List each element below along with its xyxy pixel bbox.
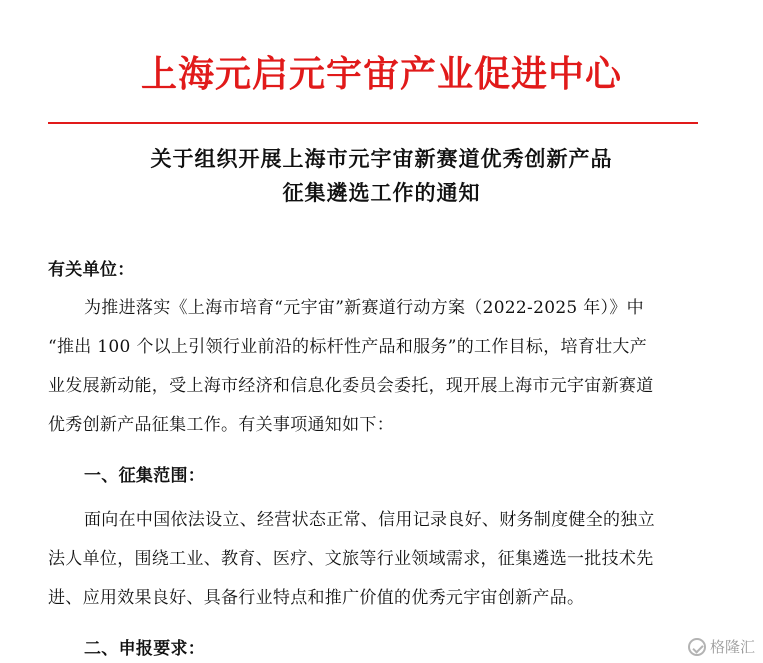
intro-line-1: 为推进落实《上海市培育“元宇宙”新赛道行动方案（2022-2025 年）》中 [84,298,644,318]
organization-header: 上海元启元宇宙产业促进中心 [140,53,622,95]
intro-line-3: 业发展新动能，受上海市经济和信息化委员会委托，现开展上海市元宇宙新赛道 [48,376,654,396]
gelonghui-logo-icon [688,638,706,656]
section-1-line-2: 法人单位，围绕工业、教育、医疗、文旅等行业领域需求，征集遴选一批技术先 [48,549,654,569]
notice-title-line-2: 征集遴选工作的通知 [282,180,481,205]
section-1-heading: 一、征集范围： [84,466,206,486]
section-1-line-1: 面向在中国依法设立、经营状态正常、信用记录良好、财务制度健全的独立 [84,510,655,530]
salutation: 有关单位： [48,260,135,280]
watermark [688,636,755,657]
section-1-line-3: 进、应用效果良好、具备行业特点和推广价值的优秀元宇宙创新产品。 [48,588,585,608]
notice-title-line-1: 关于组织开展上海市元宇宙新赛道优秀创新产品 [150,146,613,171]
intro-line-2: “推出 100 个以上引领行业前沿的标杆性产品和服务”的工作目标，培育壮大产 [48,337,648,357]
section-2-heading: 二、申报要求： [84,639,206,659]
watermark-text: 格隆汇 [709,638,755,656]
intro-line-4: 优秀创新产品征集工作。有关事项通知如下： [48,415,394,435]
header-divider [48,122,698,124]
